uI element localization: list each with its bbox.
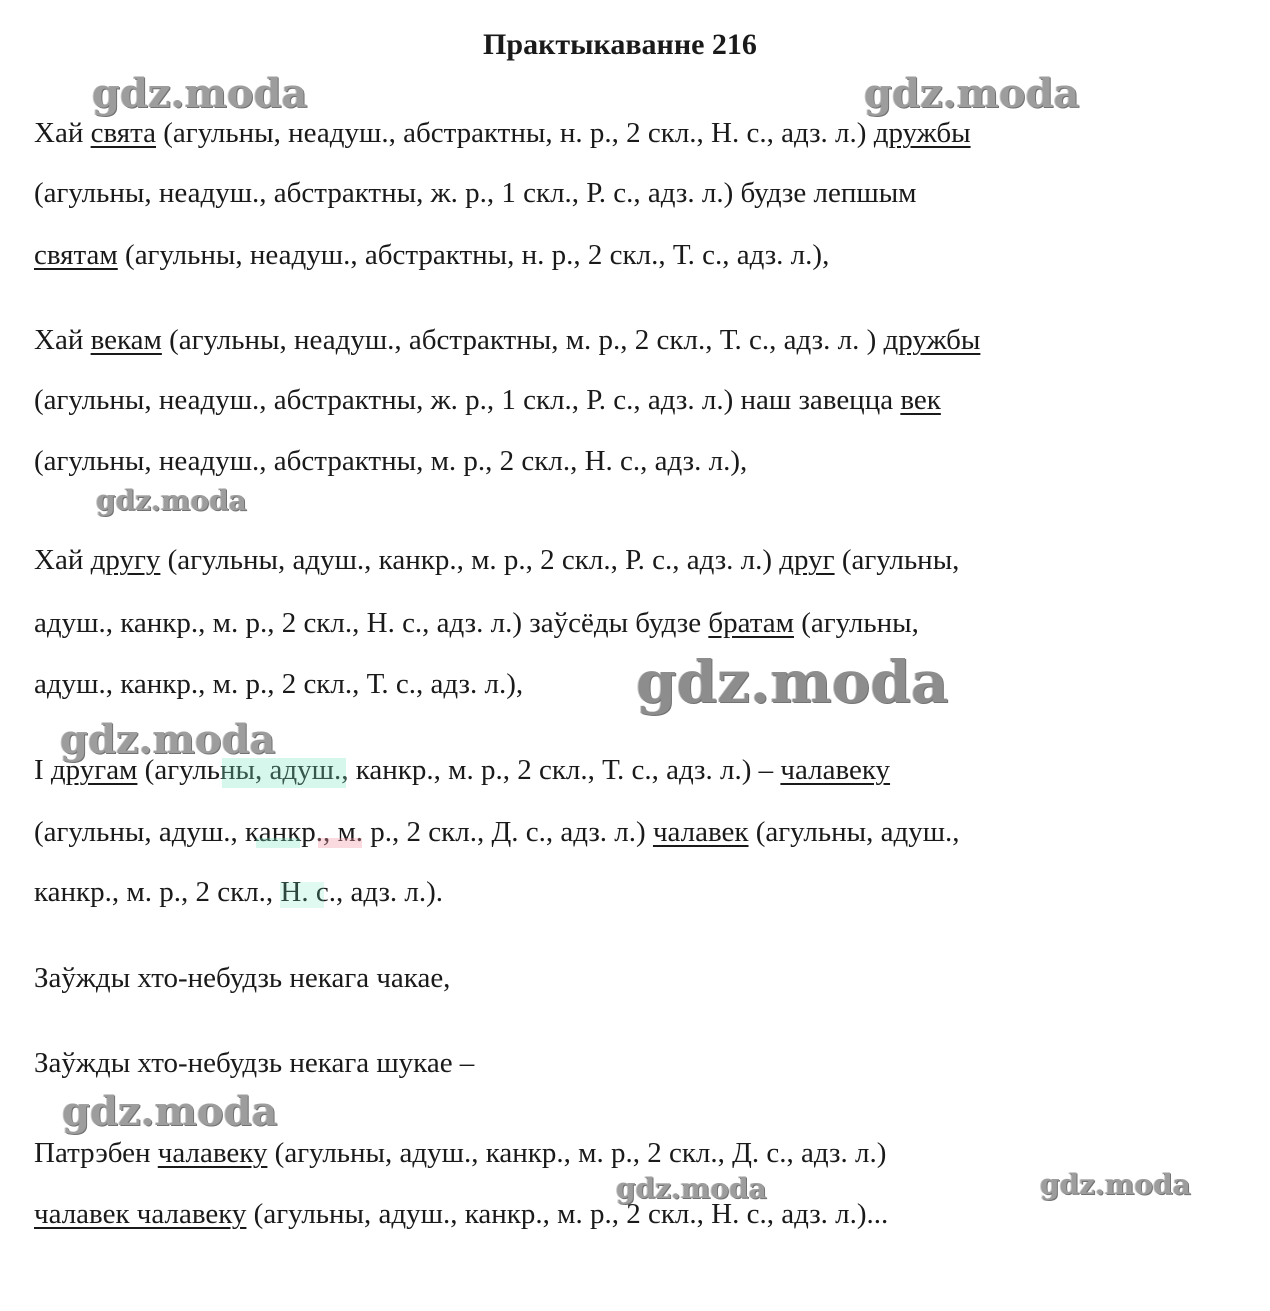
text-run: Хай <box>34 117 91 149</box>
text-line <box>34 814 960 850</box>
text-line <box>34 175 917 211</box>
watermark-logo: gdz.moda <box>1040 1168 1191 1201</box>
watermark-logo: gdz.moda <box>864 70 1080 117</box>
text-run: І <box>34 754 51 786</box>
text-run: (агульны, адуш., канкр., м. р., 2 скл., Д. с., адз. л.) <box>267 1137 887 1169</box>
underlined-word: чалавеку <box>780 754 891 786</box>
watermark-logo: gdz.moda <box>62 1088 278 1135</box>
text-run: канкр., м. р., 2 скл., Н. с., адз. л.). <box>34 876 444 908</box>
text-run: Хай <box>34 324 91 356</box>
text-run: (агульны, адуш., канкр., м. р., 2 скл., Р. с., адз. л.) <box>160 544 780 576</box>
text-run: (агульны, адуш., канкр., м. р., 2 скл., Д. с., адз. л.) <box>34 816 653 848</box>
text-run: адуш., канкр., м. р., 2 скл., Н. с., адз. л.) заўсёды будзе <box>34 607 709 639</box>
text-run: (агульны, адуш., <box>748 816 960 848</box>
text-run: (агульны, адуш., канкр., м. р., 2 скл., Т. с., адз. л.) – <box>137 754 781 786</box>
underlined-word: векам <box>90 324 162 356</box>
watermark-logo: gdz.moda <box>636 648 949 716</box>
text-run: (агульны, <box>834 544 960 576</box>
watermark-logo: gdz.moda <box>92 70 308 117</box>
text-line <box>34 115 971 151</box>
text-line <box>34 752 890 788</box>
watermark-logo: gdz.moda <box>96 484 247 517</box>
text-run: (агульны, неадуш., абстрактны, ж. р., 1 скл., Р. с., адз. л.) будзе лепшым <box>34 177 917 209</box>
text-line <box>34 666 523 702</box>
text-line <box>34 1045 474 1081</box>
text-run: (агульны, неадуш., абстрактны, м. р., 2 скл., Т. с., адз. л. ) <box>161 324 884 356</box>
watermark-logo: gdz.moda <box>60 716 276 763</box>
underlined-word: чалавек <box>652 816 749 848</box>
text-line <box>34 237 829 273</box>
text-run: (агульны, адуш., канкр., м. р., 2 скл., Н. с., адз. л.)... <box>246 1198 889 1230</box>
underlined-word: дружбы <box>873 117 971 149</box>
text-line <box>34 605 919 641</box>
text-run: Заўжды хто-небудзь некага шукае – <box>34 1047 475 1079</box>
underlined-word: другам <box>50 754 138 786</box>
text-run: Патрэбен <box>34 1137 158 1169</box>
underlined-word: братам <box>708 607 794 639</box>
text-line <box>34 542 959 578</box>
underlined-word: свята <box>90 117 157 149</box>
underlined-word: друг <box>779 544 835 576</box>
text-run: Хай <box>34 544 91 576</box>
text-line <box>34 443 747 479</box>
text-run: (агульны, неадуш., абстрактны, м. р., 2 скл., Н. с., адз. л.), <box>34 445 748 477</box>
text-line <box>34 322 980 358</box>
text-run: адуш., канкр., м. р., 2 скл., Т. с., адз. л.), <box>34 668 524 700</box>
underlined-word: другу <box>90 544 161 576</box>
text-line <box>34 1135 886 1171</box>
text-run: (агульны, <box>793 607 919 639</box>
underlined-word: чалавеку <box>157 1137 268 1169</box>
text-line <box>34 874 443 910</box>
underlined-word: век <box>900 384 941 416</box>
text-run: Заўжды хто-небудзь некага чакае, <box>34 962 451 994</box>
text-run: (агульны, неадуш., абстрактны, н. р., 2 скл., Н. с., адз. л.) <box>156 117 874 149</box>
underlined-word: дружбы <box>883 324 981 356</box>
text-run: (агульны, неадуш., абстрактны, ж. р., 1 скл., Р. с., адз. л.) наш завецца <box>34 384 901 416</box>
page-title: Практыкаванне 216 <box>483 28 757 61</box>
underlined-word: святам <box>34 239 118 271</box>
text-line <box>34 960 450 996</box>
text-line <box>34 1196 888 1232</box>
underlined-word: чалавек чалавеку <box>34 1198 247 1230</box>
watermark-logo: gdz.moda <box>616 1172 767 1205</box>
text-run: (агульны, неадуш., абстрактны, н. р., 2 скл., Т. с., адз. л.), <box>117 239 830 271</box>
text-line <box>34 382 941 418</box>
